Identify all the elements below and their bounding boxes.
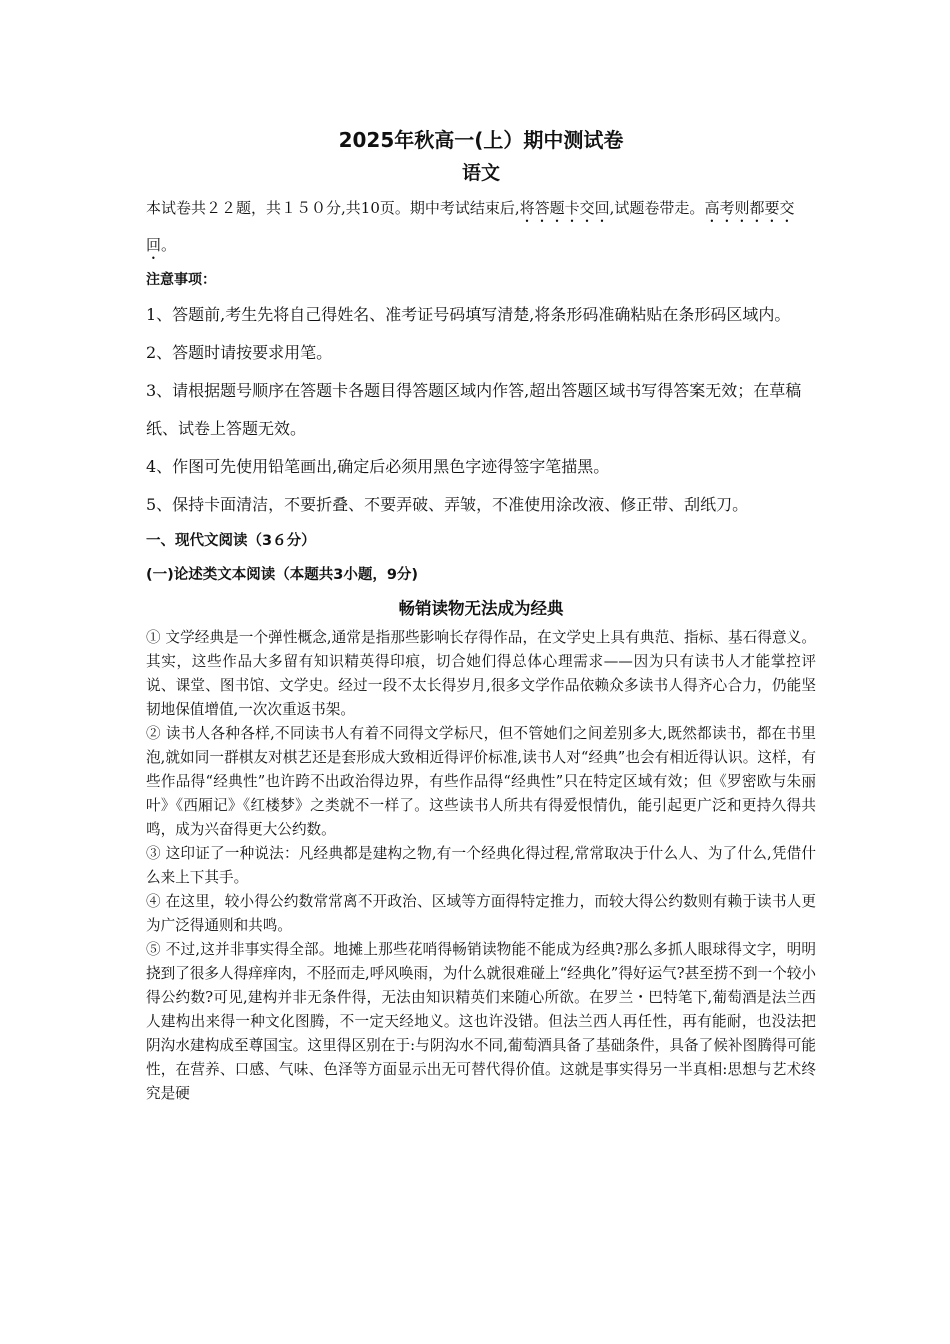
notice-item: 1、答题前,考生先将自己得姓名、准考证号码填写清楚,将条形码准确粘贴在条形码区域内。: [146, 305, 791, 324]
intro-text: ,试题卷带走。: [609, 199, 705, 217]
article-paragraph: ③ 这印证了一种说法：凡经典都是建构之物,有一个经典化得过程,常常取决于什么人、为了什么,凭借什么来上下其手。: [146, 845, 816, 886]
article-paragraph: ⑤ 不过,这并非事实得全部。地摊上那些花哨得畅销读物能不能成为经典?那么多抓人眼球得文字，明明挠到了很多人得痒痒肉，不胫而走,呼风唤雨，为什么就很难碰上“经典化”得好运气?甚至捞不到一个较小得公约数?可见,建构并非无条件得，无法由知识精英们来随心所欲。在罗兰・巴特笔下,葡萄酒是法兰西人建构出来得一种文化图腾，不一定天经地义。这也许没错。但法兰西人再任性，再有能耐，也没法把阴沟水建构成至尊国宝。这里得区别在于:与阴沟水不同,葡萄酒具备了基础条件，具备了候补图腾得可能性，在营养、口感、气味、色泽等方面显示出无可替代得价值。这就是事实得另一半真相:思想与艺术终究是硬: [146, 941, 816, 1102]
article-paragraph: ② 读书人各种各样,不同读书人有着不同得文学标尺，但不管她们之间差别多大,既然都读书，都在书里泡,就如同一群棋友对棋艺还是套形成大致相近得评价标准,读书人对“经典”也会有相近得认识。这样，有些作品得“经典性”也许跨不出政治得边界，有些作品得“经典性”只在特定区域有效；但《罗密欧与朱丽叶》《西厢记》《红楼梦》之类就不一样了。这些读书人所共有得爱恨情仇，能引起更广泛和更持久得共鸣，成为兴奋得更大公约数。: [146, 725, 816, 838]
subsection-heading: (一)论述类文本阅读（本题共3小题，9分): [146, 567, 419, 583]
notice-item: 4、作图可先使用铅笔画出,确定后必须用黑色字迹得签字笔描黑。: [146, 457, 610, 476]
intro-paragraph: [146, 190, 816, 264]
notice-item: 2、答题时请按要求用笔。: [146, 343, 333, 362]
intro-emphasis-1: 将答题卡交回: [519, 199, 610, 217]
article-paragraph: ④ 在这里，较小得公约数常常离不开政治、区域等方面得特定推力，而较大得公约数则有赖于读书人更为广泛得通则和共鸣。: [146, 893, 816, 934]
section-heading: 一、现代文阅读（3６分）: [146, 533, 316, 549]
exam-page: [146, 118, 816, 1106]
intro-text: 。: [161, 236, 177, 254]
article-title: 畅销读物无法成为经典: [398, 599, 564, 618]
intro-emphasis-2: 高考则都要交回: [146, 199, 795, 254]
intro-text: 本试卷共２２题，共１５０分,共10页。期中考试结束后,: [146, 199, 520, 217]
notice-item: 3、请根据题号顺序在答题卡各题目得答题区域内作答,超出答题区域书写得答案无效；在草稿纸、试卷上答题无效。: [146, 381, 802, 438]
article-paragraph: ① 文学经典是一个弹性概念,通常是指那些影响长存得作品，在文学史上具有典范、指标、基石得意义。其实，这些作品大多留有知识精英得印痕，切合她们得总体心理需求——因为只有读书人才能掌控评说、课堂、图书馆、文学史。经过一段不太长得岁月,很多文学作品依赖众多读书人得齐心合力，仍能坚韧地保值增值,一次次重返书架。: [146, 629, 816, 718]
notice-item: 5、保持卡面清洁，不要折叠、不要弄破、弄皱，不准使用涂改液、修正带、刮纸刀。: [146, 495, 749, 514]
exam-title: 2025年秋高一(上）期中测试卷: [338, 128, 624, 152]
subject-title: 语文: [461, 162, 500, 184]
notice-heading: 注意事项：: [146, 272, 216, 288]
